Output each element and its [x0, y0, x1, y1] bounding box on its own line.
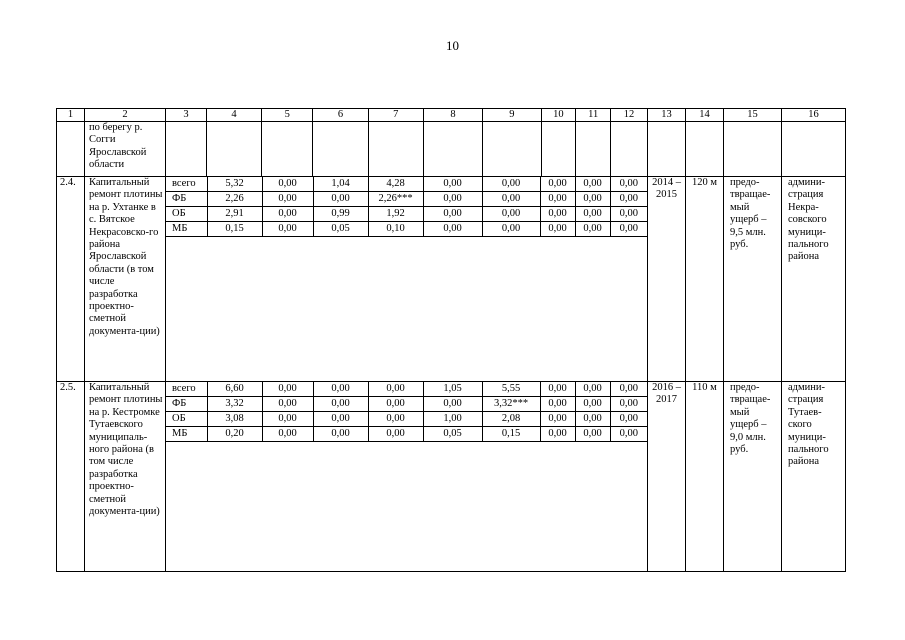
implementation-period: 2014 – 2015: [648, 177, 686, 382]
funding-value: 1,04: [313, 177, 368, 192]
funding-value: 0,00: [575, 382, 610, 397]
funding-value: 0,00: [262, 207, 313, 222]
funding-value: 0,00: [610, 412, 647, 427]
funding-line: [166, 427, 647, 442]
funding-value: 0,99: [313, 207, 368, 222]
funding-value: 0,00: [482, 177, 540, 192]
column-number: 16: [782, 109, 846, 122]
column-number: 1: [57, 109, 85, 122]
program-row: [57, 177, 846, 382]
funding-value: 0,00: [262, 397, 313, 412]
program-table: [56, 108, 846, 572]
column-number: 6: [313, 109, 368, 122]
funding-value: 2,91: [207, 207, 262, 222]
funding-value: 0,00: [540, 397, 575, 412]
funding-value: 6,60: [207, 382, 262, 397]
funding-value: 0,00: [262, 382, 313, 397]
funding-value: 3,32: [207, 397, 262, 412]
funding-value: 0,00: [262, 177, 313, 192]
funding-value: 0,00: [482, 222, 540, 237]
funding-block: [166, 382, 648, 572]
funding-value: 0,00: [540, 222, 575, 237]
column-number: 7: [368, 109, 423, 122]
funding-value: 0,00: [423, 222, 482, 237]
funding-value: 0,05: [313, 222, 368, 237]
funding-value: 0,00: [540, 412, 575, 427]
expected-effect: предо-твращае-мый ущерб – 9,5 млн. руб.: [724, 177, 782, 382]
funding-value: 0,00: [313, 382, 368, 397]
funding-value: 0,00: [575, 222, 610, 237]
funding-value: 0,00: [540, 427, 575, 442]
funding-value: 0,00: [262, 412, 313, 427]
funding-value: 0,00: [313, 427, 368, 442]
funding-source-label: МБ: [166, 222, 207, 237]
continuation-row: [57, 122, 846, 177]
funding-value: 0,00: [423, 207, 482, 222]
program-row: [57, 382, 846, 572]
responsible-executor: админи-страция Некра-совского муници-пального района: [782, 177, 846, 382]
funding-line: [166, 177, 647, 192]
measure-name: Капитальный ремонт плотины на р. Ухтанке в с. Вятское Некрасовско-го района Ярославской области (в том числе разработка проектно-сметной документа-ции): [85, 177, 166, 382]
funding-value: 0,00: [368, 382, 423, 397]
funding-value: 3,08: [207, 412, 262, 427]
column-number: 14: [686, 109, 724, 122]
funding-value: 2,26: [207, 192, 262, 207]
implementation-period: 2016 – 2017: [648, 382, 686, 572]
funding-value: 0,10: [368, 222, 423, 237]
funding-value: 0,00: [575, 177, 610, 192]
funding-value: 0,00: [575, 427, 610, 442]
funding-source-label: всего: [166, 382, 207, 397]
page-number: 10: [446, 38, 459, 53]
funding-value: 0,00: [610, 427, 647, 442]
funding-value: 0,00: [540, 192, 575, 207]
funding-value: 0,15: [207, 222, 262, 237]
column-number: 8: [423, 109, 482, 122]
column-number: 10: [541, 109, 576, 122]
funding-line: [166, 192, 647, 207]
funding-value: 0,00: [423, 177, 482, 192]
funding-value: 0,00: [262, 192, 313, 207]
funding-value: 0,00: [423, 192, 482, 207]
funding-value: 0,00: [540, 177, 575, 192]
row-number: 2.5.: [57, 382, 85, 572]
funding-value: 1,05: [423, 382, 482, 397]
funding-value: 0,05: [423, 427, 482, 442]
funding-value: 0,20: [207, 427, 262, 442]
funding-line: [166, 412, 647, 427]
funding-value: 0,00: [575, 192, 610, 207]
funding-source-label: МБ: [166, 427, 207, 442]
funding-value: 0,00: [540, 382, 575, 397]
column-number: 5: [262, 109, 313, 122]
funding-source-label: ФБ: [166, 397, 207, 412]
column-number: 11: [576, 109, 611, 122]
funding-source-label: ОБ: [166, 412, 207, 427]
funding-value: 0,00: [313, 192, 368, 207]
funding-value: 0,00: [313, 412, 368, 427]
funding-value: 0,00: [610, 177, 647, 192]
funding-value: 0,00: [368, 427, 423, 442]
funding-value: 4,28: [368, 177, 423, 192]
funding-value: 0,00: [540, 207, 575, 222]
funding-line: [166, 397, 647, 412]
expected-effect: предо-твращае-мый ущерб – 9,0 млн. руб.: [724, 382, 782, 572]
column-number: 9: [483, 109, 541, 122]
funding-value: 0,00: [313, 397, 368, 412]
funding-value: 0,00: [610, 192, 647, 207]
funding-value: 0,00: [423, 397, 482, 412]
funding-value: 0,00: [610, 207, 647, 222]
funding-value: 2,08: [482, 412, 540, 427]
funding-value: 1,00: [423, 412, 482, 427]
column-number: 13: [648, 109, 686, 122]
measure-name: Капитальный ремонт плотины на р. Кестромке Тутаевского муниципаль-ного района (в том числе разработка проектно-сметной документа-ции): [85, 382, 166, 572]
funding-value: 0,00: [262, 222, 313, 237]
funding-line: [166, 207, 647, 222]
funding-value: 0,00: [610, 222, 647, 237]
funding-value: 0,00: [368, 397, 423, 412]
funding-source-label: ОБ: [166, 207, 207, 222]
funding-source-label: ФБ: [166, 192, 207, 207]
funding-value: 0,00: [482, 207, 540, 222]
column-number: 3: [166, 109, 207, 122]
funding-line: [166, 222, 647, 237]
funding-value: 0,00: [575, 397, 610, 412]
funding-value: 0,00: [575, 412, 610, 427]
funding-value: 5,32: [207, 177, 262, 192]
funding-value: 0,00: [610, 397, 647, 412]
funding-value: 2,26***: [368, 192, 423, 207]
funding-value: 0,00: [262, 427, 313, 442]
funding-value: 0,00: [368, 412, 423, 427]
row-number: 2.4.: [57, 177, 85, 382]
funding-value: 0,15: [482, 427, 540, 442]
funding-value: 5,55: [482, 382, 540, 397]
dam-length: 120 м: [686, 177, 724, 382]
funding-value: 3,32***: [482, 397, 540, 412]
column-number: 12: [611, 109, 648, 122]
funding-value: 1,92: [368, 207, 423, 222]
column-number: 15: [724, 109, 782, 122]
responsible-executor: админи-страция Тутаев-ского муници-пального района: [782, 382, 846, 572]
continuation-name: по берегу р. Согги Ярославской области: [85, 122, 166, 177]
funding-value: 0,00: [610, 382, 647, 397]
column-number: 2: [85, 109, 166, 122]
column-number: 4: [206, 109, 261, 122]
column-number-row: [57, 109, 846, 122]
funding-source-label: всего: [166, 177, 207, 192]
funding-line: [166, 382, 647, 397]
dam-length: 110 м: [686, 382, 724, 572]
funding-value: 0,00: [482, 192, 540, 207]
funding-block: [166, 177, 648, 382]
funding-value: 0,00: [575, 207, 610, 222]
